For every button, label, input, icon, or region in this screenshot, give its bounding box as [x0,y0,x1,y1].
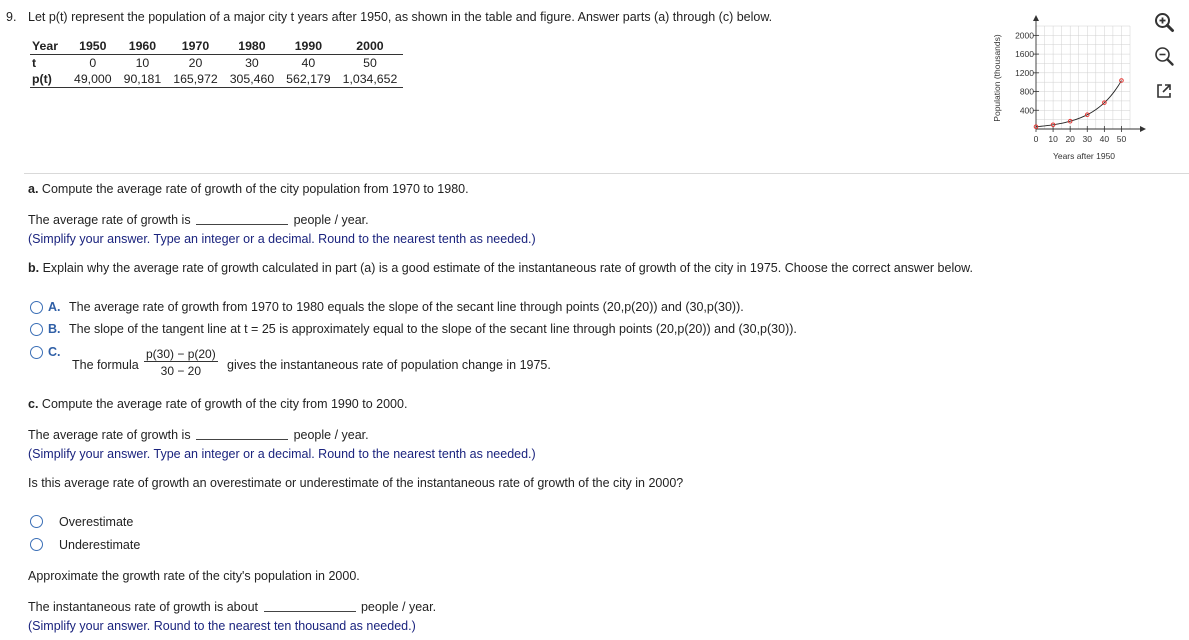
x-tick-labels [1034,134,1127,144]
table-cell: 40 [301,56,316,70]
x-tick-label: 0 [1033,134,1039,144]
option-c-pre: The formula [72,358,139,372]
option-a-letter: A. [48,300,61,314]
part-a-answer-line [28,212,369,227]
instantaneous-answer-line [28,599,436,614]
y-tick-label: 800 [1019,86,1034,97]
x-tick-label: 10 [1048,134,1058,144]
option-b[interactable] [48,322,797,336]
y-axis-arrow [1033,15,1039,21]
underestimate-radio[interactable] [30,538,43,551]
y-tick-label: 1200 [1015,67,1034,78]
option-a[interactable] [48,300,744,314]
table-cell: 1950 [68,38,118,55]
option-c[interactable] [48,345,61,359]
inst-hint: (Simplify your answer. Round to the nearest ten thousand as needed.) [28,619,416,633]
table-cell: 1990 [280,38,336,55]
x-tick-label: 30 [1082,134,1093,144]
part-b-prompt [28,261,973,275]
table-cell: 49,000 [68,71,118,88]
y-tick-label: 1600 [1015,49,1034,60]
table-cell: 50 [363,56,377,70]
x-tick-label: 50 [1116,134,1127,144]
part-a-text: Compute the average rate of growth of the city population from 1970 to 1980. [41,182,469,196]
overestimate-label[interactable]: Overestimate [59,515,134,529]
row-label-year: Year [30,38,68,55]
option-c-letter: C. [48,345,61,359]
option-b-radio[interactable] [30,323,43,336]
y-tick-label: 400 [1019,105,1034,116]
option-a-radio[interactable] [30,301,43,314]
table-cell: 10 [135,56,150,70]
table-cell: 1,034,652 [337,71,404,88]
table-row-year [30,38,403,55]
part-a-hint: (Simplify your answer. Type an integer or a decimal. Round to the nearest tenth as needed.) [28,232,536,246]
x-tick-label: 40 [1099,134,1110,144]
option-b-letter: B. [48,322,61,336]
table-row-p [30,71,403,88]
part-c-answer-line [28,427,369,442]
part-a-prompt [28,182,469,196]
y-tick-labels [1015,30,1034,115]
table-cell: 30 [245,56,259,70]
part-a-answer-suffix: people / year. [293,213,369,227]
option-a-text: The average rate of growth from 1970 to 1980 equals the slope of the secant line through points (20,p(20)) and (30,p(30)). [68,300,744,314]
population-table [30,38,403,88]
y-tick-label: 2000 [1015,30,1034,41]
fraction-numerator: p(30) − p(20) [146,347,216,361]
underestimate-label[interactable]: Underestimate [59,538,141,552]
table-cell: 305,460 [224,71,280,88]
table-cell: 2000 [337,38,404,55]
question-intro: Let p(t) represent the population of a major city t years after 1950, as shown in the table and figure. Answer parts (a) through (c) below. [28,10,773,24]
option-c-post: gives the instantaneous rate of population change in 1975. [227,358,551,372]
option-c-fraction [144,347,218,378]
approx-prompt: Approximate the growth rate of the city's population in 2000. [28,569,360,583]
part-c-answer-suffix: people / year. [293,428,369,442]
zoom-in-icon[interactable] [1153,11,1175,33]
table-cell: 1980 [224,38,280,55]
zoom-out-icon[interactable] [1153,45,1175,67]
y-axis-label: Population (thousands) [992,34,1002,122]
part-c-text: Compute the average rate of growth of the city from 1990 to 2000. [41,397,408,411]
table-row-t [30,55,403,72]
part-b-text: Explain why the average rate of growth calculated in part (a) is a good estimate of the instantaneous rate of growth of the city in 1975. Choose the correct answer below. [42,261,973,275]
chart-grid [1036,26,1130,129]
inst-answer-prefix: The instantaneous rate of growth is about [28,600,259,614]
inst-answer-input[interactable] [264,599,356,612]
table-cell: 1970 [167,38,223,55]
part-a-answer-input[interactable] [196,212,288,225]
popout-icon[interactable] [1153,80,1175,102]
table-cell: 90,181 [118,71,168,88]
question-number: 9. [6,10,17,24]
overestimate-radio[interactable] [30,515,43,528]
part-c-prompt [28,397,407,411]
part-c-question2: Is this average rate of growth an overestimate or underestimate of the instantaneous rate of growth of the city in 2000? [28,476,684,490]
part-c-label: c. [28,397,39,411]
table-cell: 0 [89,56,97,70]
part-c-hint: (Simplify your answer. Type an integer or a decimal. Round to the nearest tenth as needed.) [28,447,536,461]
inst-answer-suffix: people / year. [360,600,437,614]
part-a-label: a. [28,182,39,196]
table-cell: 1960 [118,38,168,55]
x-axis-arrow [1140,126,1146,132]
table-cell: 165,972 [167,71,223,88]
row-label-t: t [32,56,37,70]
option-b-text: The slope of the tangent line at t = 25 is approximately equal to the slope of the secant line through points (20,p(20)) and (30,p(30)). [68,322,797,336]
part-b-label: b. [28,261,40,275]
part-c-answer-prefix: The average rate of growth is [28,428,191,442]
table-cell: 20 [188,56,203,70]
section-divider [24,173,1189,174]
fraction-denominator: 30 − 20 [160,364,202,378]
population-chart [990,12,1150,164]
part-c-answer-input[interactable] [196,427,288,440]
x-axis-label: Years after 1950 [1052,151,1116,161]
option-c-radio[interactable] [30,346,43,359]
x-tick-label: 20 [1065,134,1075,144]
row-label-p: p(t) [30,71,68,88]
table-cell: 562,179 [280,71,336,88]
part-a-answer-prefix: The average rate of growth is [28,213,191,227]
